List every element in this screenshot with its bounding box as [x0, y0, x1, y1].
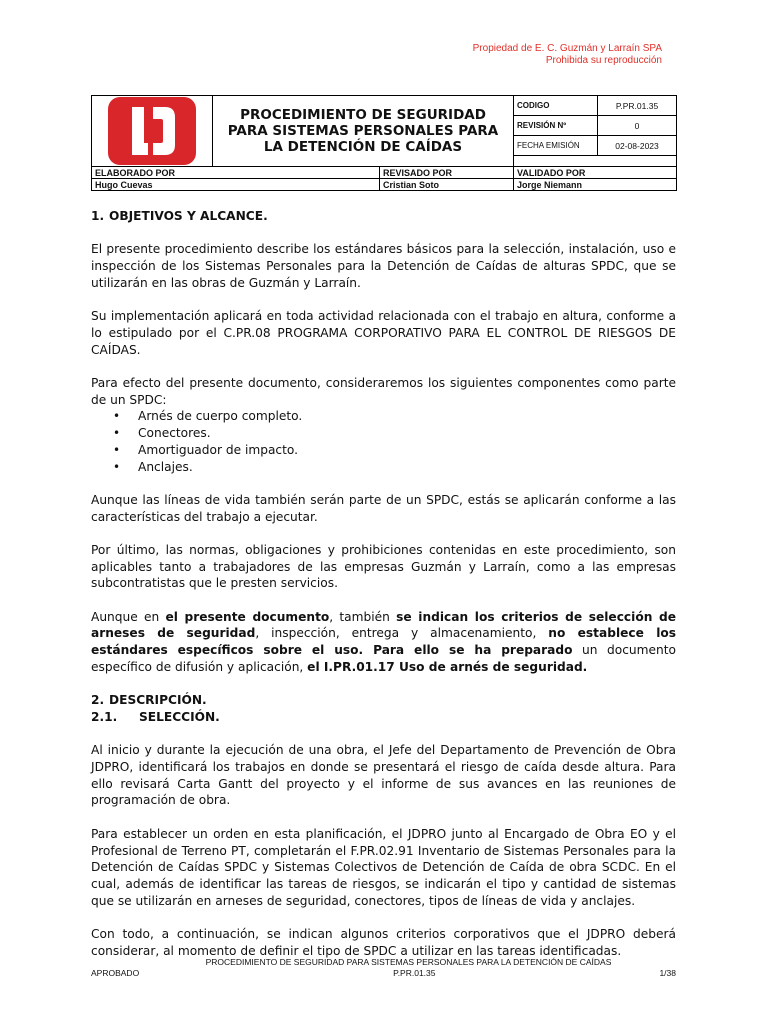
document-body	[91, 208, 676, 959]
list-item: • Arnés de cuerpo completo.	[113, 409, 303, 424]
paragraph-3: Para efecto del presente documento, consideraremos los siguientes componentes como parte de un SPDC:	[91, 375, 676, 407]
company-logo-icon	[107, 96, 197, 166]
paragraph-4: Aunque las líneas de vida también serán parte de un SPDC, estás se aplicarán conforme a las características del trabajo a ejecutar.	[91, 492, 676, 524]
validated-by-value: Jorge Niemann	[514, 179, 677, 191]
paragraph-2: Su implementación aplicará en toda actividad relacionada con el trabajo en altura, conforme a lo estipulado por el C.PR.08 PROGRAMA CORPORATIVO PARA EL CONTROL DE RIESGOS DE CAÍDAS.	[91, 309, 676, 357]
issue-date-label: FECHA EMISIÓN	[514, 136, 598, 156]
section-heading-2: 2. DESCRIPCIÓN.	[91, 693, 207, 708]
validated-by-label: VALIDADO POR	[514, 167, 677, 179]
list-item: • Amortiguador de impacto.	[113, 442, 299, 457]
approval-status: APROBADO	[91, 968, 140, 978]
components-list	[91, 408, 676, 475]
ownership-notice: Propiedad de E. C. Guzmán y Larraín SPA	[472, 43, 662, 54]
footer-code: P.PR.01.35	[393, 968, 436, 978]
prepared-by-label: ELABORADO POR	[92, 167, 380, 179]
document-title: PROCEDIMIENTO DE SEGURIDAD PARA SISTEMAS PERSONALES PARA LA DETENCIÓN DE CAÍDAS	[213, 96, 514, 167]
paragraph-8: Para establecer un orden en esta planificación, el JDPRO junto al Encargado de Obra EO y el Profesional de Terreno PT, completarán el F.PR.02.91 Inventario de Sistemas Personales para la Detención de Caídas SPDC y Sistemas Colectivos de Detención de Caída de obra SCDC. En el cual, además de identificar las tareas de riesgos, se indicarán el tipo y cantidad de sistemas que se utilizarán en arneses de seguridad, conectores, tipos de líneas de vida y anclajes.	[91, 826, 676, 908]
revision-value: 0	[598, 116, 677, 136]
section-heading-1: 1. OBJETIVOS Y ALCANCE.	[91, 209, 268, 223]
revision-label: REVISIÓN Nº	[514, 116, 598, 136]
header-spacer	[514, 156, 677, 167]
code-label: CODIGO	[514, 96, 598, 116]
logo-cell	[92, 96, 213, 167]
reviewed-by-label: REVISADO POR	[380, 167, 514, 179]
code-value: P.PR.01.35	[598, 96, 677, 116]
page-footer	[91, 957, 676, 979]
document-header-table	[91, 95, 677, 191]
prepared-by-value: Hugo Cuevas	[92, 179, 380, 191]
reproduction-notice: Prohibida su reproducción	[545, 55, 662, 66]
list-item: • Anclajes.	[113, 459, 193, 474]
footer-title: PROCEDIMIENTO DE SEGURIDAD PARA SISTEMAS PERSONALES PARA LA DETENCIÓN DE CAÍDAS	[205, 957, 612, 967]
page-number: 1/38	[659, 968, 676, 978]
subsection-heading-2-1: 2.1. SELECCIÓN.	[91, 709, 220, 724]
paragraph-7: Al inicio y durante la ejecución de una obra, el Jefe del Departamento de Prevención de Obra JDPRO, identificará los trabajos en donde se presentará el riesgo de caída desde altura. Para ello revisará Carta Gantt del proyecto y el informe de sus avances en las reuniones de programación de obra.	[91, 743, 676, 808]
paragraph-9: Con todo, a continuación, se indican algunos criterios corporativos que el JDPRO deberá considerar, al momento de definir el tipo de SPDC a utilizar en las tareas identificadas.	[91, 927, 676, 958]
issue-date-value: 02-08-2023	[598, 136, 677, 156]
list-item: • Conectores.	[113, 426, 211, 441]
paragraph-6: Aunque en el presente documento, también se indican los criterios de selección de arneses de seguridad, inspección, entrega y almacenamiento, no establece los estándares específicos sobre el uso. Para ello se ha preparado un documento específico de difusión y aplicación, el I.PR.01.17 Uso de arnés de seguridad.	[91, 609, 676, 674]
reviewed-by-value: Cristian Soto	[380, 179, 514, 191]
paragraph-5: Por último, las normas, obligaciones y prohibiciones contenidas en este procedimiento, son aplicables tanto a trabajadores de las empresas Guzmán y Larraín, como a las empresas subcontratistas que le presten servicios.	[91, 542, 676, 591]
paragraph-1: El presente procedimiento describe los estándares básicos para la selección, instalación, uso e inspección de los Sistemas Personales para la Detención de Caídas de alturas SPDC, que se utilizarán en las obras de Guzmán y Larraín.	[91, 242, 676, 290]
